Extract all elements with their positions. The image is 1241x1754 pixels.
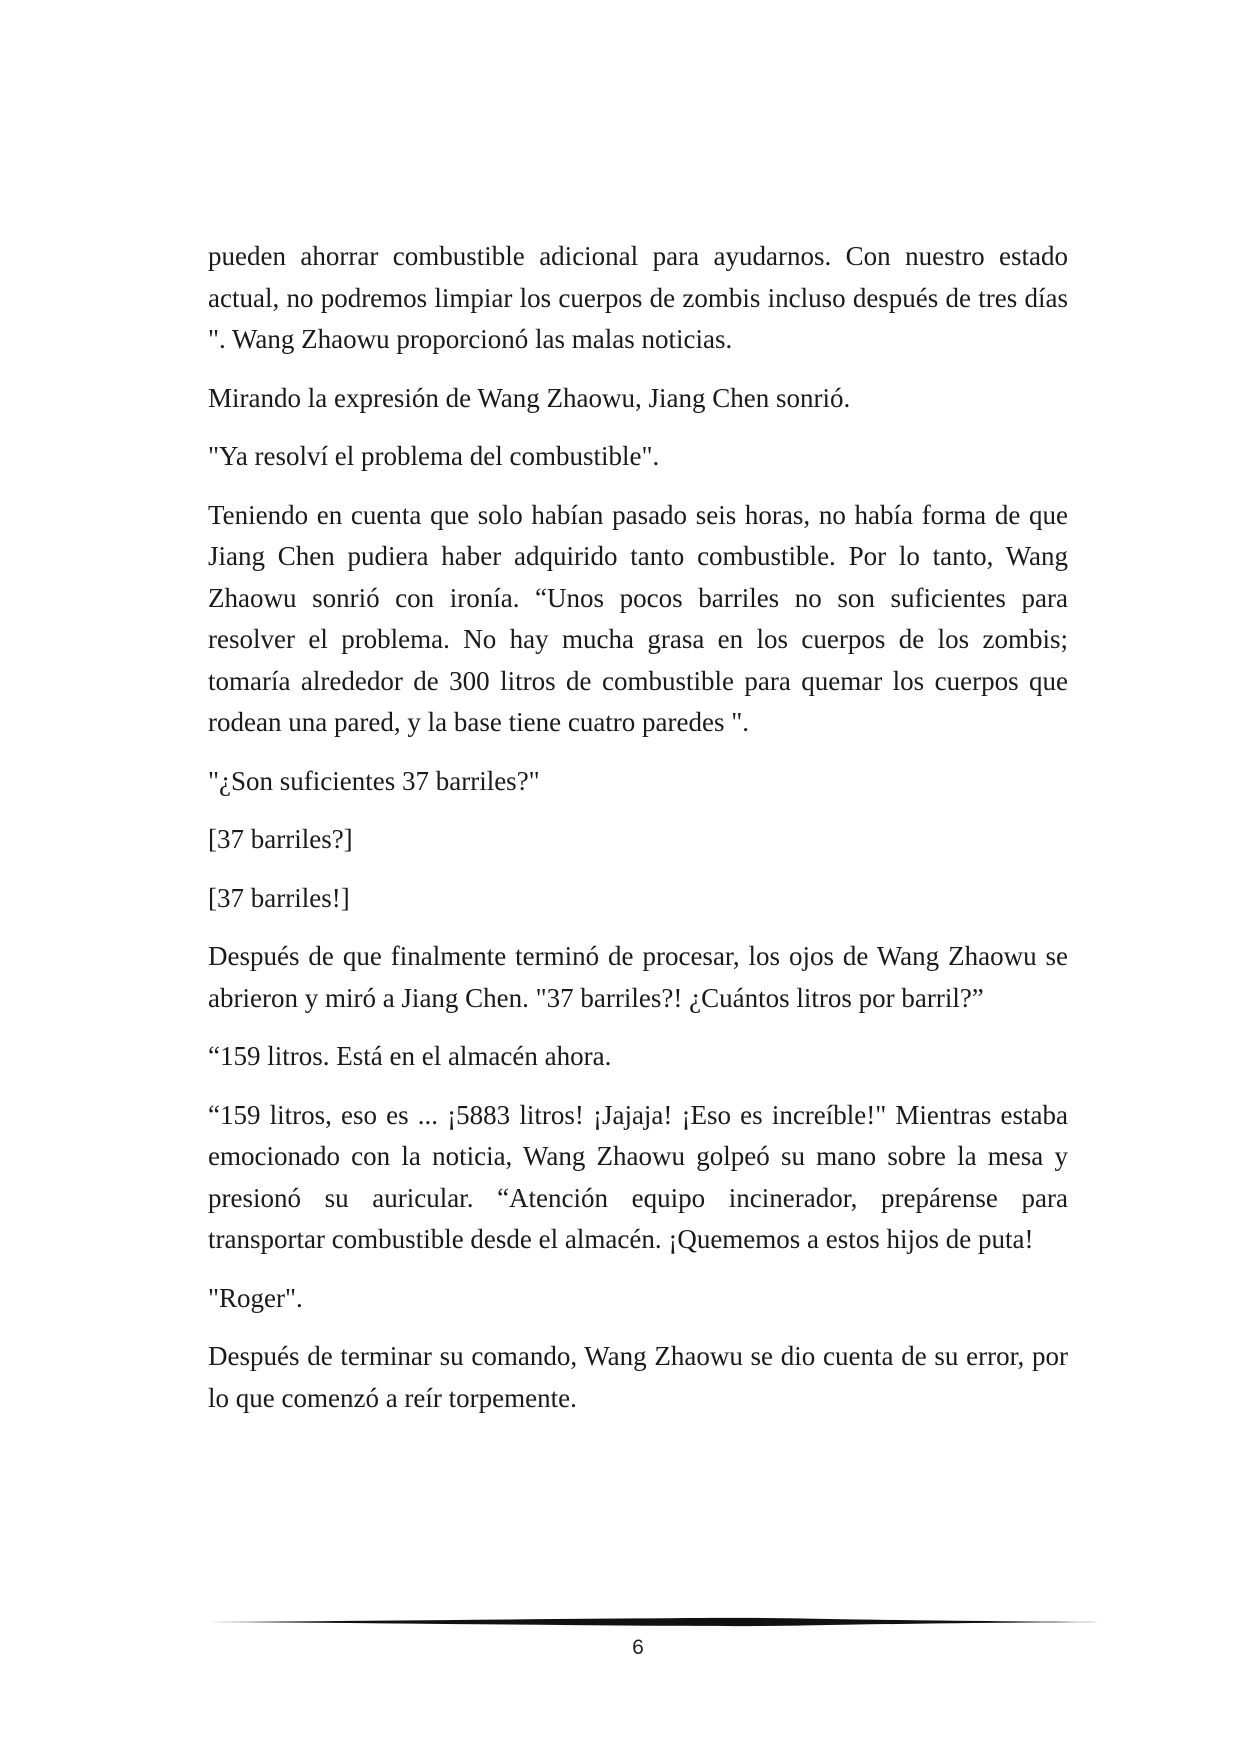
paragraph: “159 litros, eso es ... ¡5883 litros! ¡Jajaja! ¡Eso es increíble!" Mientras estaba emocionado con la noticia, Wang Zhaowu golpeó su mano sobre la mesa y presionó su auricular. “Atención equipo incinerador, prepárense para transportar combustible desde el almacén. ¡Quememos a estos hijos de puta! — [208, 1099, 1068, 1254]
body-text — [208, 236, 1068, 1436]
paragraph: "Roger". — [208, 1282, 303, 1313]
paragraph: pueden ahorrar combustible adicional para ayudarnos. Con nuestro estado actual, no podremos limpiar los cuerpos de zombis incluso después de tres días ". Wang Zhaowu proporcionó las malas noticias. — [208, 241, 1068, 354]
page-number: 6 — [632, 1636, 644, 1659]
paragraph: [37 barriles!] — [208, 882, 350, 913]
paragraph: “159 litros. Está en el almacén ahora. — [208, 1041, 612, 1071]
paragraph: "¿Son suficientes 37 barriles?" — [208, 765, 540, 796]
paragraph: Después de terminar su comando, Wang Zhaowu se dio cuenta de su error, por lo que comenzó a reír torpemente. — [208, 1341, 1068, 1413]
paragraph: Después de que finalmente terminó de procesar, los ojos de Wang Zhaowu se abrieron y miró a Jiang Chen. "37 barriles?! ¿Cuántos litros por barril?” — [208, 941, 1068, 1013]
paragraph: [37 barriles?] — [208, 824, 353, 854]
footer-divider — [208, 1616, 1111, 1628]
paragraph: "Ya resolví el problema del combustible". — [208, 441, 660, 471]
paragraph: Teniendo en cuenta que solo habían pasado seis horas, no había forma de que Jiang Chen pudiera haber adquirido tanto combustible. Por lo tanto, Wang Zhaowu sonrió con ironía. “Unos pocos barriles no son suficientes para resolver el problema. No hay mucha grasa en los cuerpos de los zombis; tomaría alrededor de 300 litros de combustible para quemar los cuerpos que rodean una pared, y la base tiene cuatro paredes ". — [208, 499, 1068, 737]
paragraph: Mirando la expresión de Wang Zhaowu, Jiang Chen sonrió. — [208, 382, 851, 413]
